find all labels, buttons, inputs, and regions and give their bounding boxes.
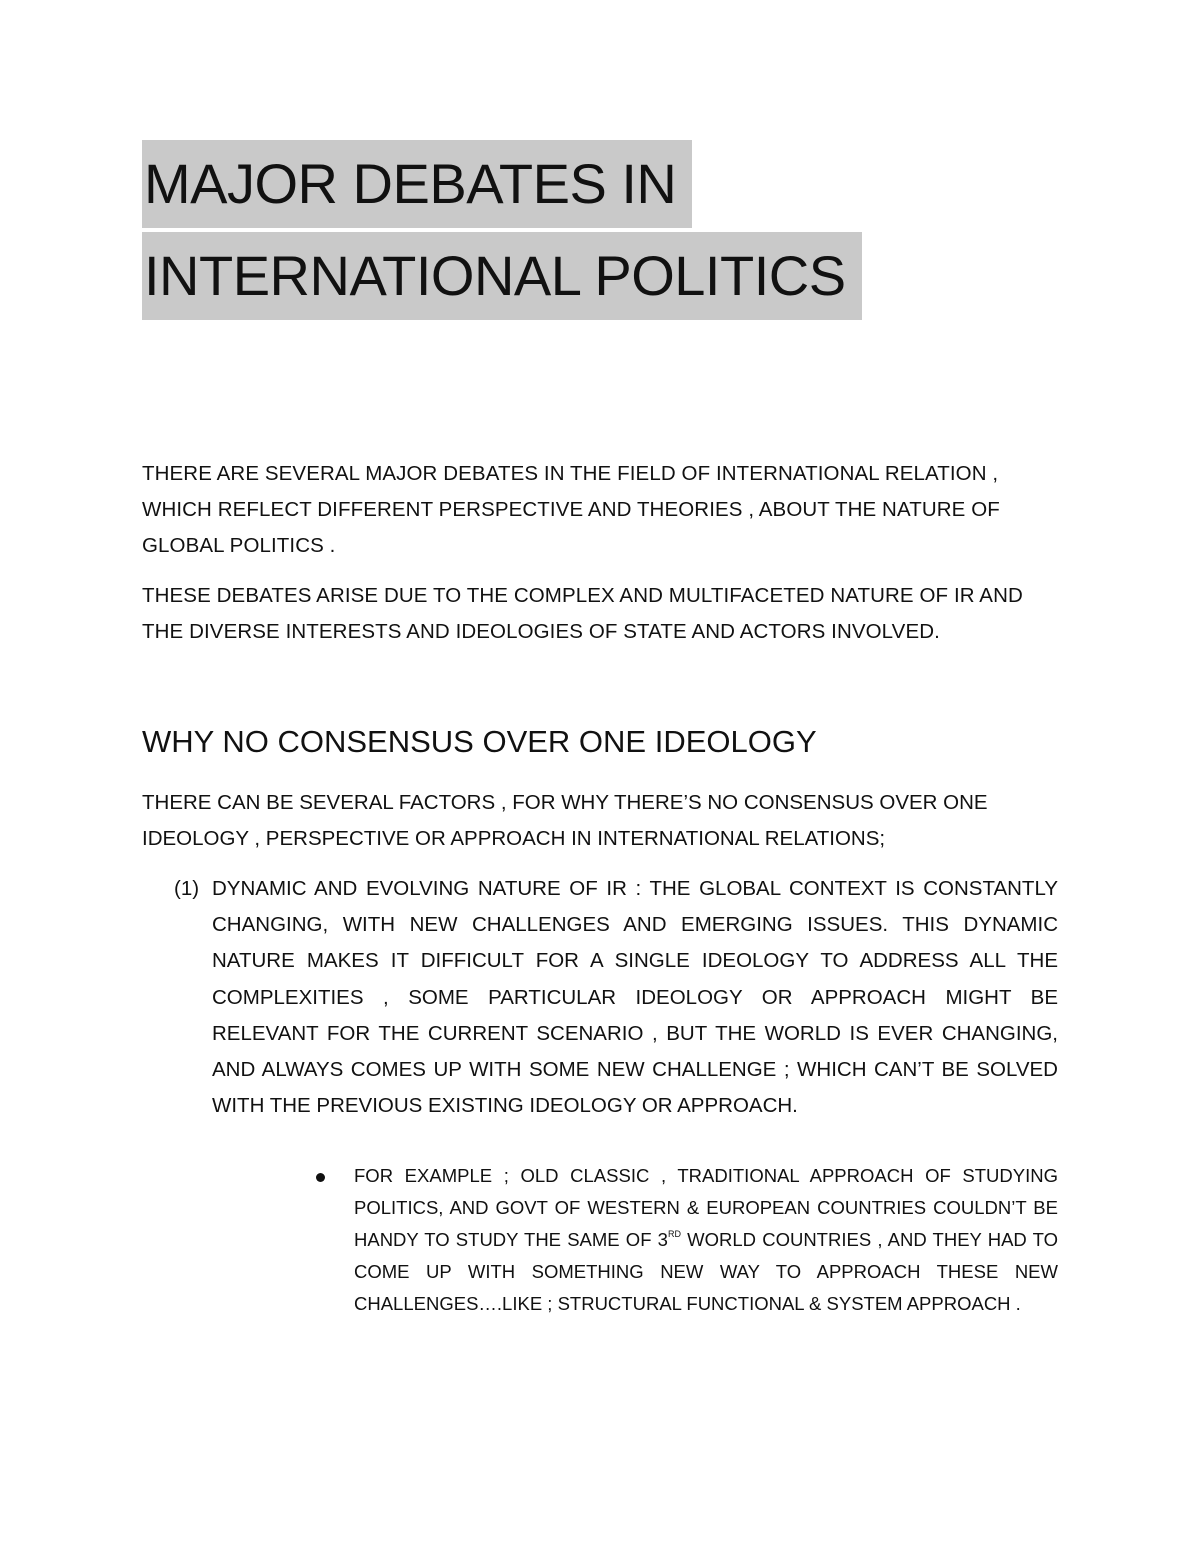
point-text: DYNAMIC AND EVOLVING NATURE OF IR : THE GLOBAL CONTEXT IS CONSTANTLY CHANGING, WITH NEW CHALLENGES AND EMERGING ISSUES. THIS DYNAMIC NATURE MAKES IT DIFFICULT FOR A SINGLE IDEOLOGY TO ADDRESS ALL THE COMPLEXITIES , SOME PARTICULAR IDEOLOGY OR APPROACH MIGHT BE RELEVANT FOR THE CURRENT SCENARIO , BUT THE WORLD IS EVER CHANGING, AND ALWAYS COMES UP WITH SOME NEW CHALLENGE ; WHICH CAN’T BE SOLVED WITH THE PREVIOUS EXISTING IDEOLOGY OR APPROACH. bbox=[212, 877, 1058, 1118]
title-line-2: INTERNATIONAL POLITICS bbox=[142, 232, 862, 320]
numbered-point bbox=[142, 871, 1060, 1124]
bullet-dot-icon bbox=[316, 1173, 325, 1182]
intro-section bbox=[142, 456, 1062, 650]
section-intro: THERE CAN BE SEVERAL FACTORS , FOR WHY THERE’S NO CONSENSUS OVER ONE IDEOLOGY , PERSPECTIVE OR APPROACH IN INTERNATIONAL RELATIONS; bbox=[142, 791, 988, 850]
intro-paragraph: THESE DEBATES ARISE DUE TO THE COMPLEX AND MULTIFACETED NATURE OF IR AND THE DIVERSE INTERESTS AND IDEOLOGIES OF STATE AND ACTORS INVOLVED. bbox=[142, 584, 1023, 643]
bullet-text-part: WORLD COUNTRIES , AND THEY HAD TO COME UP WITH SOMETHING NEW WAY TO APPROACH THESE NEW CHALLENGES….LIKE ; STRUCTURAL FUNCTIONAL & SYSTEM APPROACH . bbox=[354, 1229, 1058, 1314]
bullet-text bbox=[354, 1160, 1058, 1320]
intro-paragraph: THERE ARE SEVERAL MAJOR DEBATES IN THE FIELD OF INTERNATIONAL RELATION , WHICH REFLECT DIFFERENT PERSPECTIVE AND THEORIES , ABOUT THE NATURE OF GLOBAL POLITICS . bbox=[142, 462, 1000, 557]
document-title bbox=[142, 140, 902, 320]
point-number: (1) bbox=[174, 877, 200, 900]
bullet-text-part: FOR EXAMPLE ; OLD CLASSIC , TRADITIONAL APPROACH OF STUDYING POLITICS, AND GOVT OF WESTERN & EUROPEAN COUNTRIES COULDN’T BE HANDY TO STUDY THE SAME OF 3 bbox=[354, 1165, 1058, 1250]
title-line-1: MAJOR DEBATES IN bbox=[142, 140, 692, 228]
example-bullet bbox=[312, 1160, 1058, 1320]
section-heading: WHY NO CONSENSUS OVER ONE IDEOLOGY bbox=[142, 724, 817, 759]
ordinal-superscript: RD bbox=[667, 1229, 681, 1239]
